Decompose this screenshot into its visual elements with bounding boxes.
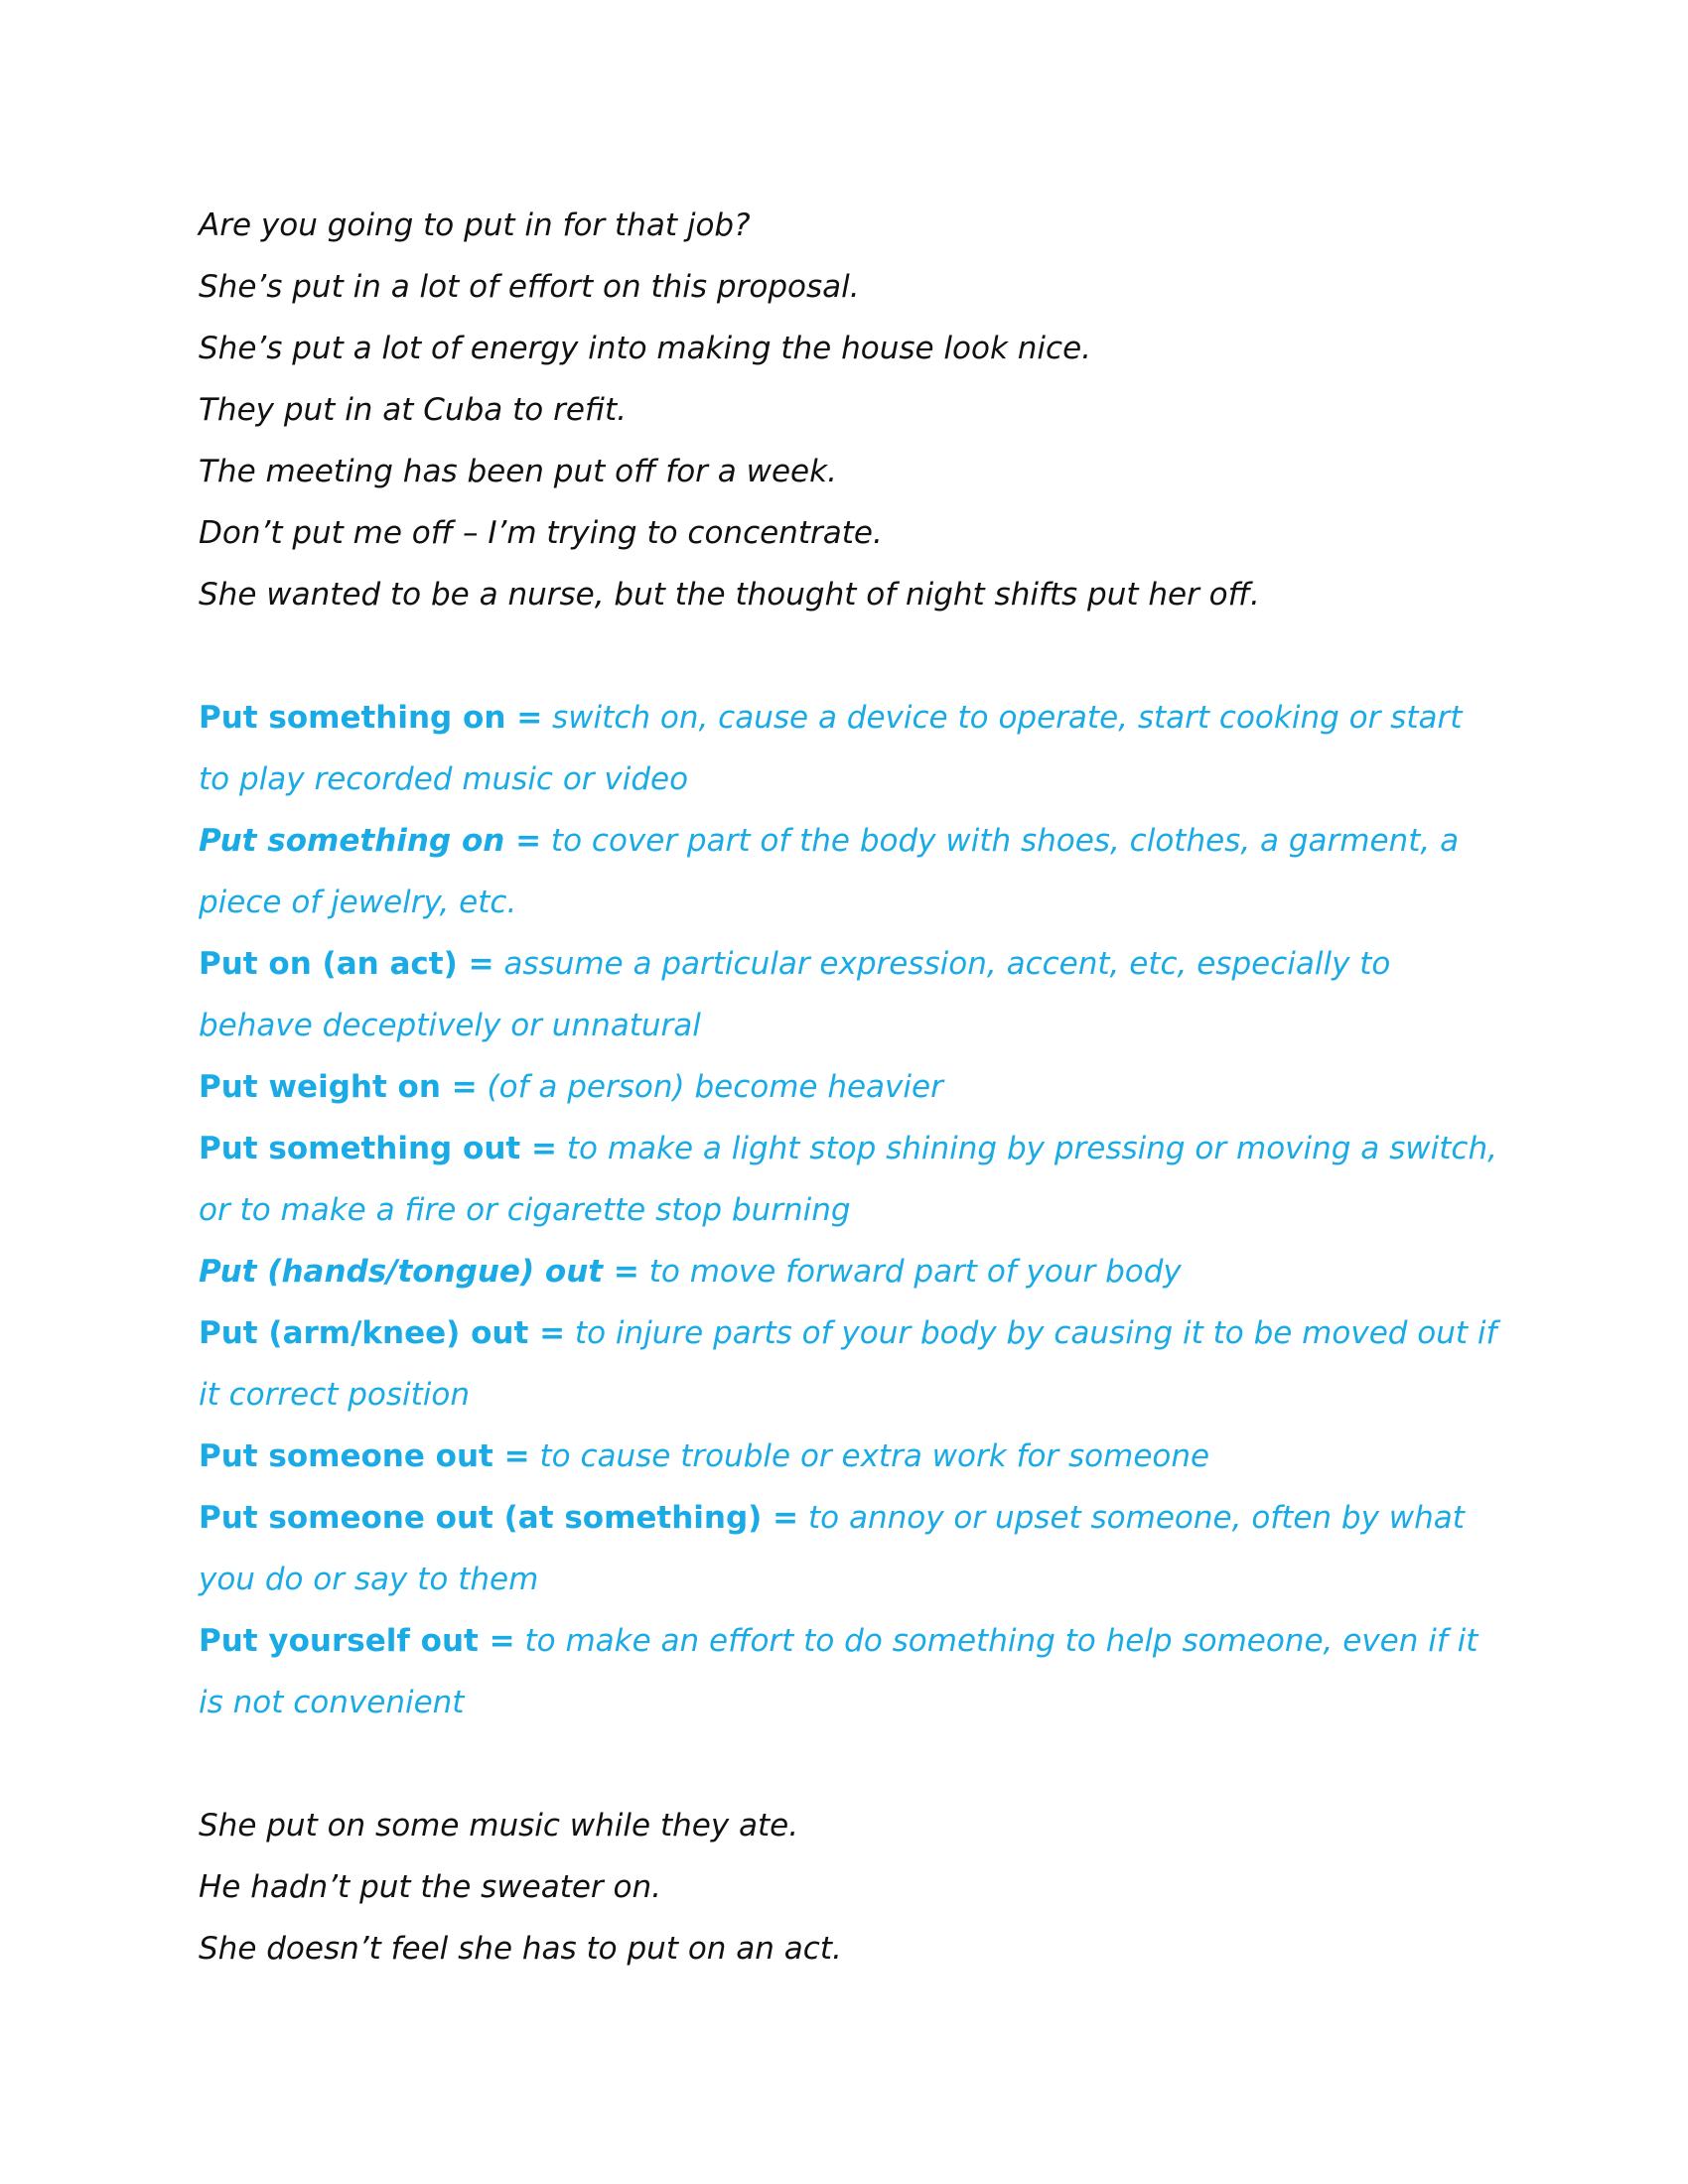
definition-meaning: to cover part of the body with shoes, clothes, a garment, a piece of jewelry, etc. xyxy=(199,823,1460,920)
example-sentence: He hadn’t put the sweater on. xyxy=(199,1869,661,1905)
definition-term: Put on (an act) = xyxy=(199,946,494,982)
definition-term: Put (arm/knee) out = xyxy=(199,1315,566,1351)
paragraph-gap xyxy=(199,1733,1509,1795)
definition-meaning: to injure parts of your body by causing it to be moved out if it correct position xyxy=(199,1315,1497,1413)
paragraph-gap xyxy=(199,625,1509,687)
definition-meaning: to annoy or upset someone, often by what you do or say to them xyxy=(199,1500,1465,1597)
definition-entry xyxy=(199,687,1499,810)
definition-meaning: (of a person) become heavier xyxy=(477,1069,943,1105)
definition-meaning: to make an effort to do something to help someone, even if it is not convenient xyxy=(199,1623,1478,1720)
definition-term: Put weight on = xyxy=(199,1069,478,1105)
example-sentence: She wanted to be a nurse, but the thought of night shifts put her off. xyxy=(199,577,1260,613)
example-sentence: Are you going to put in for that job? xyxy=(199,207,751,243)
definition-meaning: switch on, cause a device to operate, start cooking or start to play recorded music or video xyxy=(199,700,1463,797)
definition-entry xyxy=(199,1056,1499,1118)
definition-term: Put something on = xyxy=(199,823,542,859)
definition-entry xyxy=(199,1610,1499,1733)
example-sentence: She’s put in a lot of effort on this proposal. xyxy=(199,269,860,305)
definition-entry xyxy=(199,810,1499,933)
definition-term: Put (hands/tongue) out = xyxy=(199,1254,639,1290)
definition-meaning: assume a particular expression, accent, etc, especially to behave deceptively or unnatural xyxy=(199,946,1391,1043)
example-sentence: She’s put a lot of energy into making the house look nice. xyxy=(199,331,1091,366)
definition-term: Put yourself out = xyxy=(199,1623,515,1659)
definition-term: Put someone out (at something) = xyxy=(199,1500,799,1536)
definition-term: Put someone out = xyxy=(199,1438,530,1474)
definitions-list xyxy=(199,687,1509,1733)
definition-term: Put something on = xyxy=(199,700,543,736)
example-sentence: They put in at Cuba to refit. xyxy=(199,392,627,428)
definition-entry xyxy=(199,1118,1499,1241)
definition-meaning: to cause trouble or extra work for someone xyxy=(529,1438,1210,1474)
definition-entry xyxy=(199,933,1499,1056)
definition-entry xyxy=(199,1426,1499,1487)
definition-meaning: to make a light stop shining by pressing or moving a switch, or to make a fire or cigarette stop burning xyxy=(199,1131,1497,1228)
definition-term: Put something out = xyxy=(199,1131,557,1166)
document-page xyxy=(199,195,1509,1979)
example-sentence: The meeting has been put off for a week. xyxy=(199,454,837,489)
example-sentence: Don’t put me off – I’m trying to concentrate. xyxy=(199,515,883,551)
examples-bottom xyxy=(199,1795,1509,1979)
example-sentence: She put on some music while they ate. xyxy=(199,1808,799,1843)
definition-meaning: to move forward part of your body xyxy=(638,1254,1182,1290)
definition-entry xyxy=(199,1487,1499,1610)
definition-entry xyxy=(199,1302,1499,1426)
definition-entry xyxy=(199,1241,1499,1302)
example-sentence: She doesn’t feel she has to put on an act. xyxy=(199,1931,842,1967)
examples-top xyxy=(199,195,1509,625)
